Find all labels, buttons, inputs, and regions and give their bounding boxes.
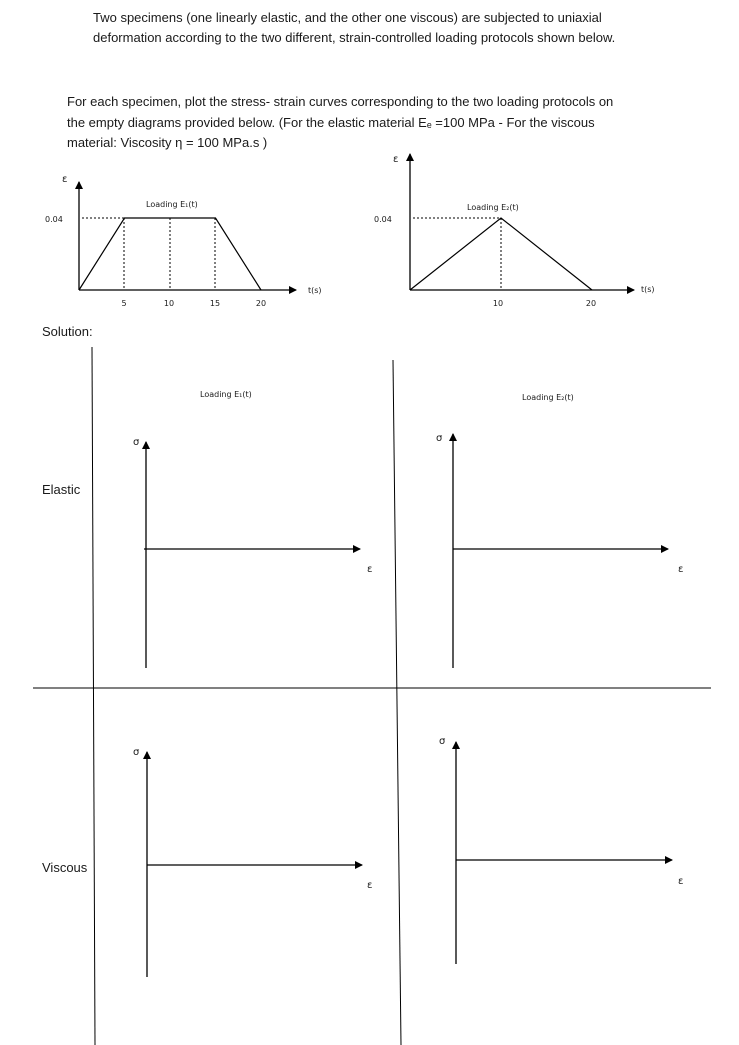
viscous2-strain-label: ε	[678, 876, 684, 887]
protocol1-x-tick-5: 5	[121, 299, 127, 308]
protocol1-title: Loading Ε₁(t)	[146, 200, 198, 209]
solution-col1-label: Loading Ε₁(t)	[200, 390, 252, 399]
viscous1-strain-label: ε	[367, 880, 373, 891]
intro-line-2: deformation according to the two different, strain-controlled loading protocols shown below.	[93, 30, 616, 45]
viscous-loading2-axes	[439, 736, 683, 964]
protocol2-title: Loading Ε₂(t)	[467, 203, 519, 212]
elastic-loading1-axes	[133, 437, 372, 668]
elastic1-sigma-label: σ	[133, 437, 140, 448]
task-line-3: material: Viscosity η = 100 MPa.s )	[67, 135, 268, 150]
task-line-1: For each specimen, plot the stress- strain curves corresponding to the two loading protocols on	[67, 94, 614, 109]
task-line-2: the empty diagrams provided below. (For the elastic material Eₑ =100 MPa - For the viscous	[67, 115, 595, 130]
protocol1-x-tick-20: 20	[255, 299, 267, 308]
solution-heading: Solution:	[42, 324, 93, 339]
row-label-viscous: Viscous	[42, 860, 88, 875]
elastic2-strain-label: ε	[678, 564, 684, 575]
protocol2-chart	[374, 154, 655, 308]
viscous-loading1-axes	[133, 747, 372, 977]
protocol2-x-tick-20: 20	[585, 299, 597, 308]
viscous2-sigma-label: σ	[439, 736, 446, 747]
elastic2-sigma-label: σ	[436, 433, 443, 444]
protocol1-x-tick-10: 10	[163, 299, 175, 308]
protocol2-y-tick: 0.04	[374, 215, 392, 224]
protocol1-x-tick-15: 15	[209, 299, 221, 308]
solution-col2-label: Loading Ε₂(t)	[522, 393, 574, 402]
protocol2-x-tick-10: 10	[492, 299, 504, 308]
protocol2-x-label: t(s)	[641, 285, 655, 294]
viscous1-sigma-label: σ	[133, 747, 140, 758]
elastic-loading2-axes	[436, 433, 683, 668]
protocol2-y-label: ε	[393, 154, 399, 165]
intro-line-1: Two specimens (one linearly elastic, and the other one viscous) are subjected to uniaxial	[93, 10, 602, 25]
solution-grid	[33, 347, 711, 1045]
grid-vertical-middle	[393, 360, 401, 1045]
protocol1-y-tick: 0.04	[45, 215, 63, 224]
protocol1-y-label: ε	[62, 174, 68, 185]
protocol1-x-label: t(s)	[308, 286, 322, 295]
grid-vertical-left	[92, 347, 95, 1045]
elastic1-strain-label: ε	[367, 564, 373, 575]
row-label-elastic: Elastic	[42, 482, 81, 497]
protocol1-chart	[45, 174, 322, 308]
